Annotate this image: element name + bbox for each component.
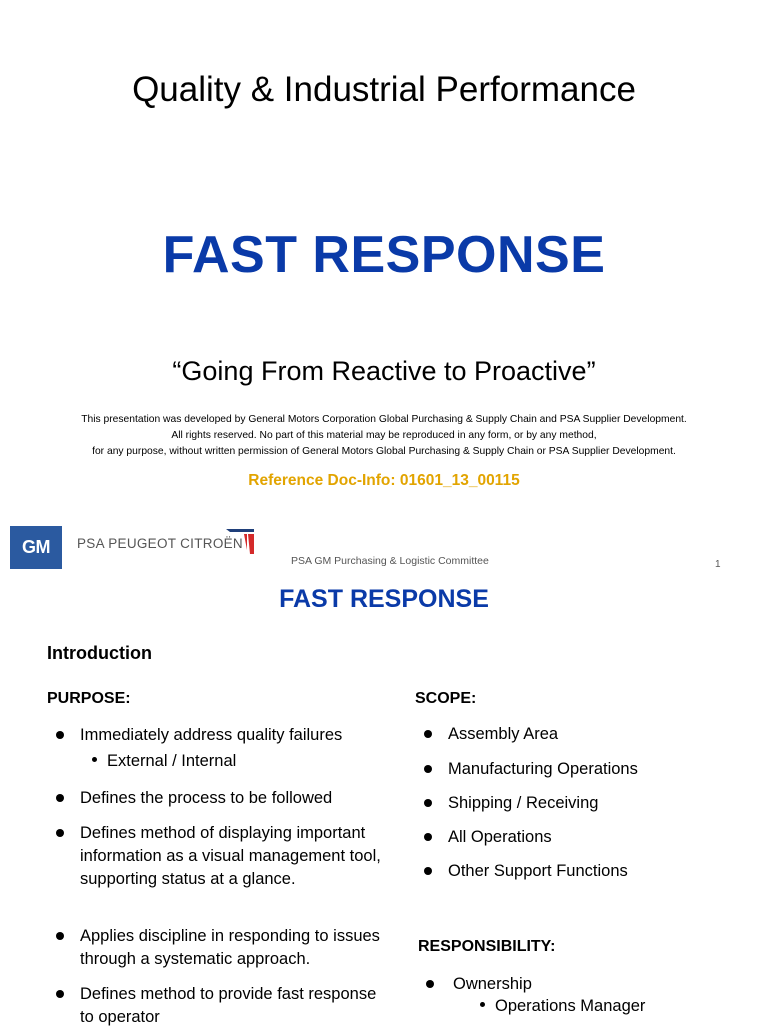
purpose-list-continued	[47, 925, 397, 971]
scope-item: All Operations	[415, 826, 745, 849]
scope-item: Manufacturing Operations	[415, 758, 745, 781]
bullet-icon	[424, 867, 432, 875]
scope-heading: SCOPE:	[415, 690, 477, 707]
purpose-item: Immediately address quality failures	[47, 724, 387, 747]
legal-line: All rights reserved. No part of this material may be reproduced in any form, or by any method,	[171, 430, 597, 441]
purpose-list-continued	[47, 822, 387, 891]
scope-item: Assembly Area	[415, 723, 745, 746]
bullet-icon	[56, 829, 64, 837]
bullet-icon	[424, 833, 432, 841]
gm-logo: GM	[10, 526, 62, 569]
purpose-list	[47, 724, 387, 747]
sub-bullet-icon	[480, 1002, 485, 1007]
bullet-icon	[424, 765, 432, 773]
bullet-icon	[424, 799, 432, 807]
footer-committee-text: PSA GM Purchasing & Logistic Committee	[291, 555, 489, 567]
bullet-icon	[56, 990, 64, 998]
slide1-main-title: FAST RESPONSE	[162, 226, 606, 284]
purpose-list-continued	[47, 983, 387, 1029]
slide1-title: Quality & Industrial Performance	[132, 70, 636, 109]
responsibility-sub-item: Operations Manager	[480, 997, 645, 1016]
responsibility-heading: RESPONSIBILITY:	[418, 938, 556, 955]
purpose-item: Defines the process to be followed	[47, 787, 387, 810]
legal-line: This presentation was developed by General Motors Corporation Global Purchasing & Supply Chain and PSA Supplier Development.	[81, 414, 687, 425]
introduction-heading: Introduction	[47, 643, 152, 663]
bullet-icon	[424, 730, 432, 738]
bullet-icon	[56, 932, 64, 940]
scope-list	[415, 723, 745, 883]
purpose-list-continued	[47, 787, 387, 810]
psa-logo-mark-icon	[224, 526, 256, 556]
page-number: 1	[715, 559, 721, 570]
bullet-icon	[56, 794, 64, 802]
scope-item: Other Support Functions	[415, 860, 745, 883]
purpose-sub-item: External / Internal	[92, 752, 236, 771]
slide1-subtitle: “Going From Reactive to Proactive”	[172, 356, 596, 386]
purpose-heading: PURPOSE:	[47, 690, 131, 707]
bullet-icon	[56, 731, 64, 739]
sub-bullet-icon	[92, 757, 97, 762]
purpose-item: Applies discipline in responding to issues through a systematic approach.	[47, 925, 397, 971]
purpose-item: Defines method to provide fast response to operator	[47, 983, 387, 1029]
purpose-item: Defines method of displaying important information as a visual management tool, supporting status at a glance.	[47, 822, 387, 891]
bullet-icon	[426, 980, 434, 988]
scope-item: Shipping / Receiving	[415, 792, 745, 815]
legal-notice	[0, 412, 768, 460]
reference-doc-info: Reference Doc-Info: 01601_13_00115	[248, 472, 520, 489]
psa-logo-text: PSA PEUGEOT CITROËN	[77, 536, 243, 551]
responsibility-item: Ownership	[420, 973, 740, 996]
legal-line: for any purpose, without written permission of General Motors Global Purchasing & Supply Chain or PSA Supplier Development.	[92, 446, 676, 457]
slide2-title: FAST RESPONSE	[279, 585, 489, 613]
responsibility-list	[420, 973, 740, 996]
